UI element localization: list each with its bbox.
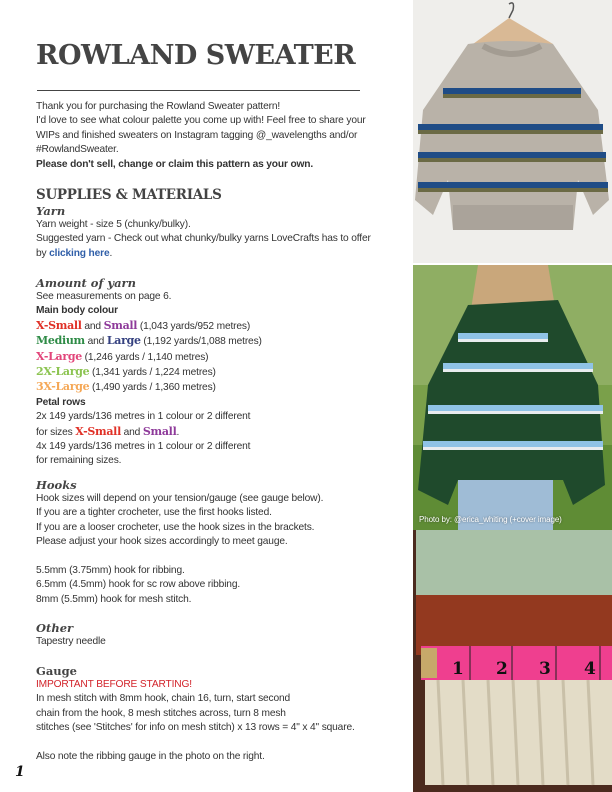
gauge-line: In mesh stitch with 8mm hook, chain 16, turn, start second [36, 693, 291, 705]
size-row-xl: X-Large (1,246 yards / 1,140 metres) [36, 349, 209, 363]
hook-size: 8mm (5.5mm) hook for mesh stitch. [36, 593, 192, 605]
photo-green-sweater [413, 265, 612, 530]
page-title: ROWLAND SWEATER [36, 40, 356, 71]
size-medium: Medium [36, 334, 85, 348]
amount-section [36, 276, 408, 469]
intro-line: WIPs and finished sweaters on Instagram tagging @_wavelengths and/or [36, 129, 358, 141]
measurements-note: See measurements on page 6. [36, 291, 172, 302]
sweater-hanger-image [413, 0, 612, 263]
copyright-notice: Please don't sell, change or claim this pattern as your own. [36, 158, 314, 170]
yarn-link-line: by clicking here. [36, 247, 113, 259]
size-small: Small [142, 424, 177, 438]
petal-line: 4x 149 yards/136 metres in 1 colour or 2 different [36, 441, 251, 453]
hooks-line: Hook sizes will depend on your tension/gauge (see gauge below). [36, 493, 324, 504]
petal-line: for sizes X-Small and Small. [36, 424, 180, 438]
other-item: Tapestry needle [36, 636, 106, 647]
size-2xlarge: 2X-Large [36, 365, 90, 379]
page-number: 1 [15, 764, 25, 780]
size-3xlarge: 3X-Large [36, 380, 90, 394]
gauge-line: chain from the hook, 8 mesh stitches across, turn 8 mesh [36, 707, 286, 719]
intro-line: I'd love to see what colour palette you come up with! Feel free to share your [36, 115, 366, 127]
yarn-section [36, 204, 408, 261]
other-heading: Other [36, 621, 74, 635]
size-row-m-l: Medium and Large (1,192 yards/1,088 metres) [36, 334, 262, 348]
tape-number: 1 [452, 659, 464, 679]
size-row-xs-s: X-Small and Small (1,043 yards/952 metres) [36, 318, 251, 332]
petal-line: 2x 149 yards/136 metres in 1 colour or 2 different [36, 411, 251, 423]
amount-heading: Amount of yarn [36, 276, 136, 290]
other-section [36, 621, 408, 649]
gauge-section [36, 664, 408, 764]
gauge-line: stitches (see 'Stitches' for info on mesh stitch) x 13 rows = 4" x 4" square. [36, 722, 355, 734]
hook-size: 6.5mm (4.5mm) hook for sc row above ribbing. [36, 579, 241, 591]
supplies-heading: SUPPLIES & MATERIALS [36, 187, 222, 203]
size-small: Small [103, 318, 138, 332]
size-row-2xl: 2X-Large (1,341 yards / 1,224 metres) [36, 365, 216, 379]
spacer [36, 550, 408, 564]
size-xsmall: X-Small [75, 424, 121, 438]
size-xlarge: X-Large [36, 349, 82, 363]
spacer [36, 736, 408, 750]
green-sweater-image [413, 265, 612, 530]
hooks-line: If you are a tighter crocheter, use the first hooks listed. [36, 507, 272, 519]
intro-line: #RowlandSweater. [36, 144, 119, 156]
yarn-suggested: Suggested yarn - Check out what chunky/bulky yarns LoveCrafts has to offer [36, 233, 371, 245]
tape-number: 2 [496, 659, 508, 679]
yarn-heading: Yarn [36, 204, 66, 218]
hooks-section [36, 478, 408, 607]
petal-rows-heading: Petal rows [36, 396, 86, 408]
main-body-heading: Main body colour [36, 305, 118, 317]
hooks-line: Please adjust your hook sizes accordingly to meet gauge. [36, 536, 288, 548]
photo-credit: Photo by: @erica_whiting (+cover image) [419, 515, 562, 524]
tape-number: 3 [539, 659, 551, 679]
important-warning: IMPORTANT BEFORE STARTING! [36, 679, 192, 690]
photo-gauge-swatch [413, 530, 612, 792]
hook-size: 5.5mm (3.75mm) hook for ribbing. [36, 565, 185, 577]
hooks-heading: Hooks [36, 478, 77, 492]
gauge-swatch-image [413, 530, 612, 792]
tape-number: 4 [584, 659, 596, 679]
size-row-3xl: 3X-Large (1,490 yards / 1,360 metres) [36, 380, 216, 394]
clicking-here-link[interactable]: clicking here [49, 247, 110, 259]
petal-line: for remaining sizes. [36, 455, 122, 467]
gauge-note: Also note the ribbing gauge in the photo on the right. [36, 751, 265, 763]
photo-sweater-on-hanger [413, 0, 612, 263]
hooks-line: If you are a looser crocheter, use the hook sizes in the brackets. [36, 521, 315, 533]
gauge-heading: Gauge [36, 664, 77, 678]
intro [36, 100, 408, 172]
size-large: Large [106, 334, 141, 348]
size-xsmall: X-Small [36, 318, 82, 332]
intro-line: Thank you for purchasing the Rowland Sweater pattern! [36, 101, 281, 112]
yarn-weight: Yarn weight - size 5 (chunky/bulky). [36, 219, 191, 230]
title-divider [37, 90, 360, 91]
